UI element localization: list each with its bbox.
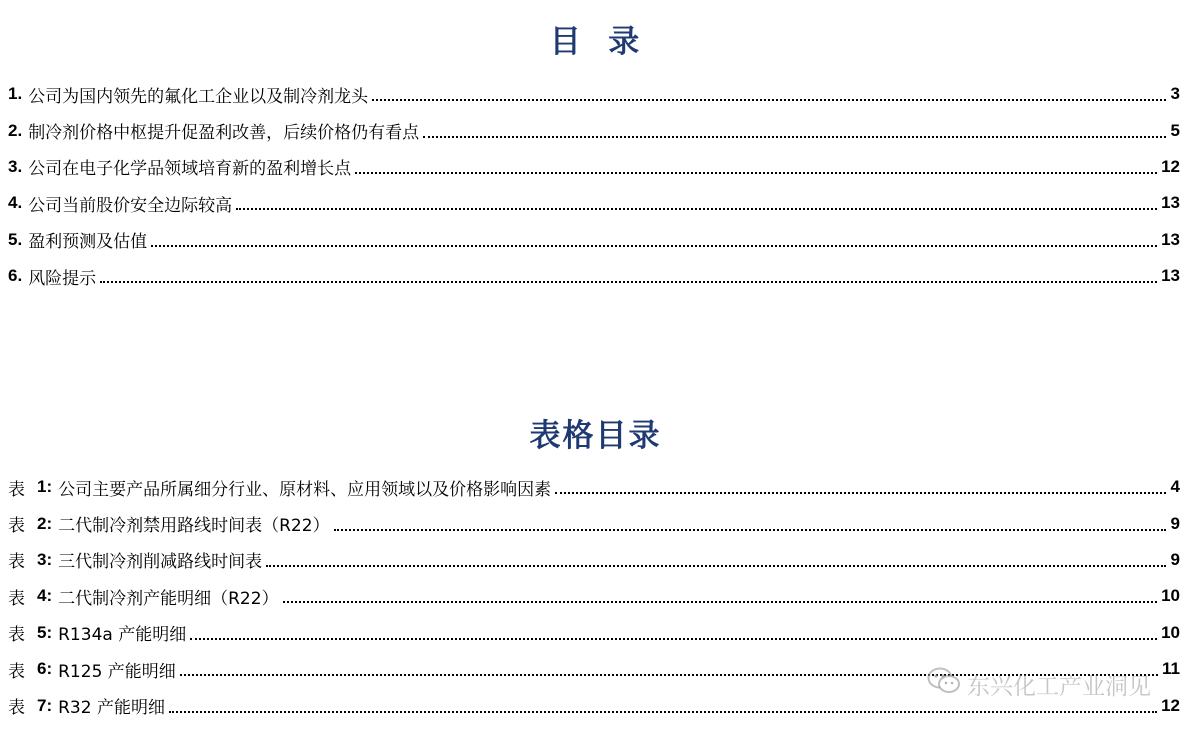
toc-entry-1[interactable] [8, 76, 1180, 112]
table-entry-page: 9 [1170, 549, 1180, 569]
dot-leader [355, 172, 1157, 174]
table-entry-number: 2: [37, 513, 53, 533]
table-entry-number: 7: [37, 695, 53, 715]
toc-list [8, 76, 1180, 294]
toc-entry-label: 公司为国内领先的氟化工企业以及制冷剂龙头 [28, 86, 369, 107]
toc-entry-number: 3. [8, 156, 23, 176]
table-prefix: 表 [8, 625, 25, 646]
table-prefix: 表 [8, 588, 25, 609]
dot-leader [334, 529, 1166, 531]
table-entry-number: 5: [37, 622, 53, 642]
table-toc-entry-5[interactable] [8, 615, 1180, 651]
toc-entry-4[interactable] [8, 185, 1180, 221]
toc-entry-2[interactable] [8, 112, 1180, 148]
table-toc-entry-2[interactable] [8, 505, 1180, 541]
table-entry-label: 三代制冷剂削减路线时间表 [58, 552, 263, 573]
dot-leader [190, 638, 1157, 640]
table-toc-entry-3[interactable] [8, 542, 1180, 578]
toc-entry-label: 风险提示 [28, 268, 97, 289]
toc-entry-page: 5 [1170, 120, 1180, 140]
toc-title: 目 录 [549, 24, 642, 60]
toc-entry-5[interactable] [8, 222, 1180, 258]
table-entry-number: 3: [37, 549, 53, 569]
table-toc-entry-1[interactable] [8, 469, 1180, 505]
table-prefix: 表 [8, 552, 25, 573]
watermark-text: 东兴化工产业洞见 [967, 673, 1151, 700]
toc-entry-number: 5. [8, 229, 23, 249]
toc-entry-number: 4. [8, 193, 23, 213]
toc-entry-page: 13 [1161, 229, 1180, 249]
toc-entry-number: 1. [8, 84, 23, 104]
table-entry-page: 10 [1161, 622, 1180, 642]
toc-entry-number: 2. [8, 120, 23, 140]
dot-leader [283, 601, 1158, 603]
dot-leader [169, 711, 1157, 713]
table-entry-number: 1: [37, 477, 53, 497]
toc-entry-3[interactable] [8, 149, 1180, 185]
table-toc-title: 表格目录 [529, 418, 662, 454]
table-entry-label: 二代制冷剂禁用路线时间表（R22） [58, 516, 330, 537]
toc-entry-page: 3 [1170, 84, 1180, 104]
watermark [927, 666, 1151, 702]
table-entry-label: R32 产能明细 [58, 698, 165, 719]
toc-entry-label: 盈利预测及估值 [28, 232, 148, 253]
table-entry-number: 4: [37, 586, 53, 606]
table-prefix: 表 [8, 661, 25, 682]
table-entry-page: 11 [1162, 659, 1180, 679]
dot-leader [372, 99, 1166, 101]
dot-leader [555, 492, 1166, 494]
table-prefix: 表 [8, 516, 25, 537]
table-entry-label: R134a 产能明细 [58, 625, 187, 646]
table-entry-label: R125 产能明细 [58, 661, 176, 682]
table-entry-page: 12 [1161, 695, 1180, 715]
table-entry-label: 公司主要产品所属细分行业、原材料、应用领域以及价格影响因素 [58, 479, 552, 500]
dot-leader [266, 565, 1166, 567]
toc-entry-label: 公司在电子化学品领域培育新的盈利增长点 [28, 159, 352, 180]
toc-entry-number: 6. [8, 266, 23, 286]
dot-leader [423, 136, 1166, 138]
toc-entry-6[interactable] [8, 258, 1180, 294]
table-entry-page: 10 [1161, 586, 1180, 606]
toc-entry-page: 12 [1161, 156, 1180, 176]
toc-entry-label: 公司当前股价安全边际较高 [28, 195, 233, 216]
table-entry-label: 二代制冷剂产能明细（R22） [58, 588, 279, 609]
table-toc-entry-4[interactable] [8, 578, 1180, 614]
table-entry-page: 9 [1170, 513, 1180, 533]
table-entry-number: 6: [37, 659, 53, 679]
toc-entry-label: 制冷剂价格中枢提升促盈利改善，后续价格仍有看点 [28, 123, 420, 144]
dot-leader [100, 281, 1157, 283]
table-prefix: 表 [8, 698, 25, 719]
table-prefix: 表 [8, 479, 25, 500]
table-entry-page: 4 [1170, 477, 1180, 497]
dot-leader [236, 208, 1157, 210]
toc-entry-page: 13 [1161, 266, 1180, 286]
dot-leader [151, 245, 1157, 247]
toc-entry-page: 13 [1161, 193, 1180, 213]
wechat-icon [927, 666, 967, 702]
